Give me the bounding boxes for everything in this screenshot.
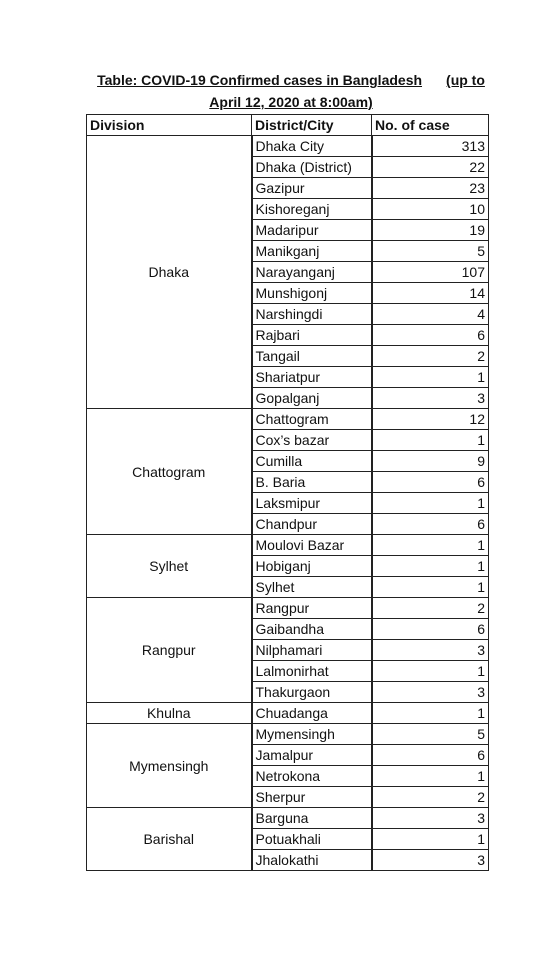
district-cell: Chandpur [252, 514, 372, 535]
cases-cell: 2 [372, 787, 489, 808]
district-cell: Rangpur [252, 598, 372, 619]
district-cell: Mymensingh [252, 724, 372, 745]
title-line-2: April 12, 2020 at 8:00am) [209, 94, 373, 110]
division-cell: Sylhet [87, 535, 252, 598]
district-cell: Sylhet [252, 577, 372, 598]
district-cell: Chattogram [252, 409, 372, 430]
district-cell: Tangail [252, 346, 372, 367]
header-cases: No. of case [372, 115, 489, 136]
district-cell: Cumilla [252, 451, 372, 472]
cases-cell: 6 [372, 514, 489, 535]
cases-cell: 6 [372, 325, 489, 346]
district-cell: Laksmipur [252, 493, 372, 514]
division-cell: Rangpur [87, 598, 252, 703]
district-cell: B. Baria [252, 472, 372, 493]
cases-cell: 6 [372, 745, 489, 766]
district-cell: Gazipur [252, 178, 372, 199]
cases-cell: 1 [372, 577, 489, 598]
district-cell: Hobiganj [252, 556, 372, 577]
district-cell: Gopalganj [252, 388, 372, 409]
district-cell: Chuadanga [252, 703, 372, 724]
table-title [86, 69, 496, 113]
cases-cell: 1 [372, 703, 489, 724]
district-cell: Jhalokathi [252, 850, 372, 871]
district-cell: Barguna [252, 808, 372, 829]
table-row [87, 703, 489, 724]
cases-cell: 2 [372, 346, 489, 367]
cases-cell: 1 [372, 661, 489, 682]
district-cell: Narayanganj [252, 262, 372, 283]
cases-cell: 14 [372, 283, 489, 304]
cases-cell: 3 [372, 850, 489, 871]
cases-cell: 2 [372, 598, 489, 619]
division-cell: Mymensingh [87, 724, 252, 808]
district-cell: Shariatpur [252, 367, 372, 388]
district-cell: Jamalpur [252, 745, 372, 766]
district-cell: Gaibandha [252, 619, 372, 640]
cases-cell: 10 [372, 199, 489, 220]
district-cell: Munshigonj [252, 283, 372, 304]
cases-cell: 107 [372, 262, 489, 283]
district-cell: Narshingdi [252, 304, 372, 325]
table-row [87, 724, 489, 745]
cases-cell: 1 [372, 430, 489, 451]
cases-cell: 6 [372, 472, 489, 493]
cases-cell: 19 [372, 220, 489, 241]
cases-cell: 23 [372, 178, 489, 199]
header-row [87, 115, 489, 136]
cases-cell: 12 [372, 409, 489, 430]
district-cell: Cox’s bazar [252, 430, 372, 451]
cases-cell: 1 [372, 556, 489, 577]
district-cell: Thakurgaon [252, 682, 372, 703]
cases-cell: 5 [372, 724, 489, 745]
cases-cell: 3 [372, 640, 489, 661]
header-district: District/City [252, 115, 372, 136]
table-row [87, 136, 489, 157]
title-line-1b: (up to [446, 72, 485, 88]
district-cell: Nilphamari [252, 640, 372, 661]
title-line-1: Table: COVID-19 Confirmed cases in Bangladesh [97, 72, 423, 88]
district-cell: Lalmonirhat [252, 661, 372, 682]
cases-cell: 5 [372, 241, 489, 262]
header-division: Division [87, 115, 252, 136]
cases-cell: 3 [372, 388, 489, 409]
division-cell: Dhaka [87, 136, 252, 409]
cases-cell: 9 [372, 451, 489, 472]
cases-cell: 6 [372, 619, 489, 640]
cases-cell: 22 [372, 157, 489, 178]
cases-cell: 313 [372, 136, 489, 157]
district-cell: Manikganj [252, 241, 372, 262]
district-cell: Moulovi Bazar [252, 535, 372, 556]
district-cell: Dhaka (District) [252, 157, 372, 178]
table-row [87, 535, 489, 556]
table-row [87, 808, 489, 829]
cases-cell: 4 [372, 304, 489, 325]
table-row [87, 598, 489, 619]
division-cell: Barishal [87, 808, 252, 871]
district-cell: Potuakhali [252, 829, 372, 850]
table-body [87, 136, 489, 871]
cases-cell: 1 [372, 829, 489, 850]
district-cell: Dhaka City [252, 136, 372, 157]
table-row [87, 409, 489, 430]
division-cell: Khulna [87, 703, 252, 724]
division-cell: Chattogram [87, 409, 252, 535]
cases-cell: 1 [372, 367, 489, 388]
district-cell: Madaripur [252, 220, 372, 241]
district-cell: Kishoreganj [252, 199, 372, 220]
cases-cell: 1 [372, 535, 489, 556]
cases-cell: 1 [372, 493, 489, 514]
cases-cell: 1 [372, 766, 489, 787]
district-cell: Netrokona [252, 766, 372, 787]
cases-cell: 3 [372, 682, 489, 703]
district-cell: Rajbari [252, 325, 372, 346]
cases-table [86, 114, 489, 871]
district-cell: Sherpur [252, 787, 372, 808]
cases-cell: 3 [372, 808, 489, 829]
